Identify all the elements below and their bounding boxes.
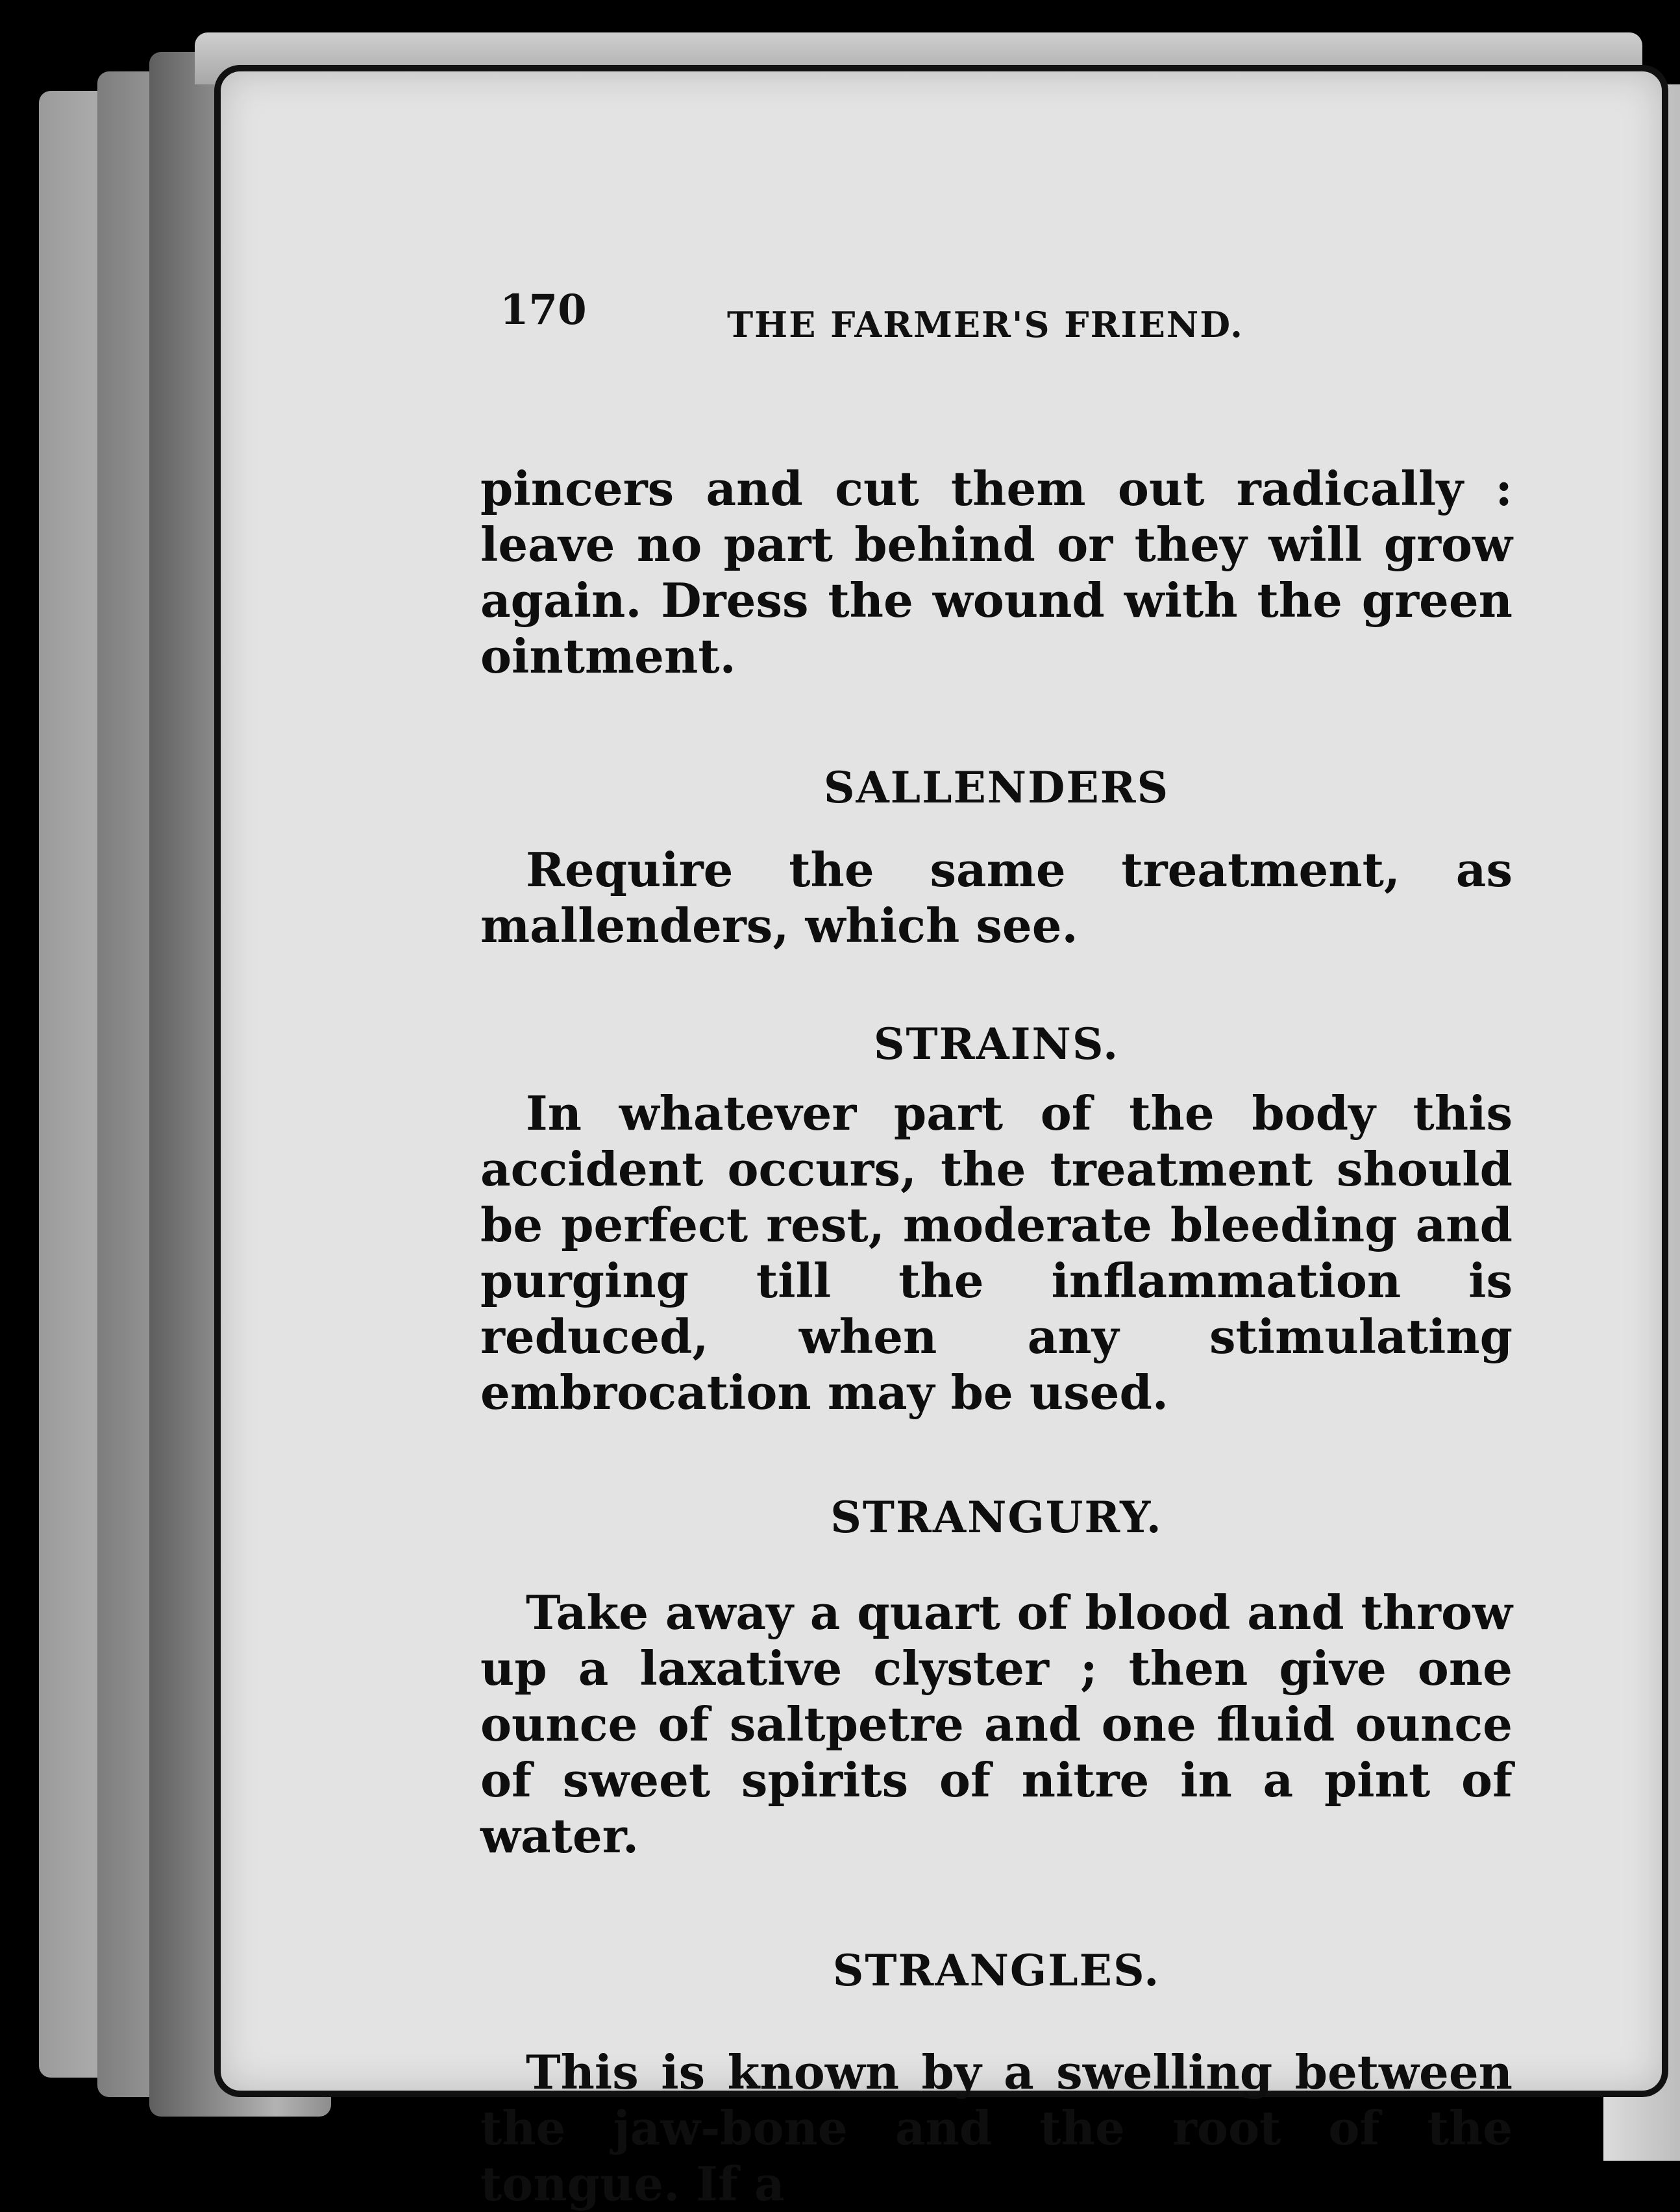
section-heading-sallenders: SALLENDERS [823, 762, 1170, 813]
page-number: 170 [500, 286, 587, 334]
section-text-strains: In whatever part of the body this accident occurs, the treatment should be perfect rest, moderate bleeding and purging till the inflammation is reduced, when any stimulating embrocation may be used. [480, 1086, 1513, 1420]
section-heading-strains: STRAINS. [873, 1019, 1120, 1069]
running-head [500, 286, 1487, 364]
section-heading-strangury: STRANGURY. [830, 1492, 1163, 1543]
section-heading-strangles: STRANGLES. [832, 1945, 1161, 1996]
section-text-strangury: Take away a quart of blood and throw up a laxative clyster ; then give one ounce of saltpetre and one fluid ounce of sweet spirits of nitre in a pint of water. [480, 1585, 1513, 1863]
body-text [480, 461, 1513, 2212]
section-text-sallenders: Require the same treatment, as mallenders, which see. [480, 842, 1513, 953]
running-title: THE FARMER'S FRIEND. [727, 304, 1244, 345]
continued-paragraph: pincers and cut them out radically : leave no part behind or they will grow again. Dress the wound with the green ointment. [480, 461, 1513, 684]
book-page [214, 65, 1668, 2211]
section-text-strangles: This is known by a swelling between the jaw-bone and the root of the tongue. If a [480, 2044, 1513, 2211]
